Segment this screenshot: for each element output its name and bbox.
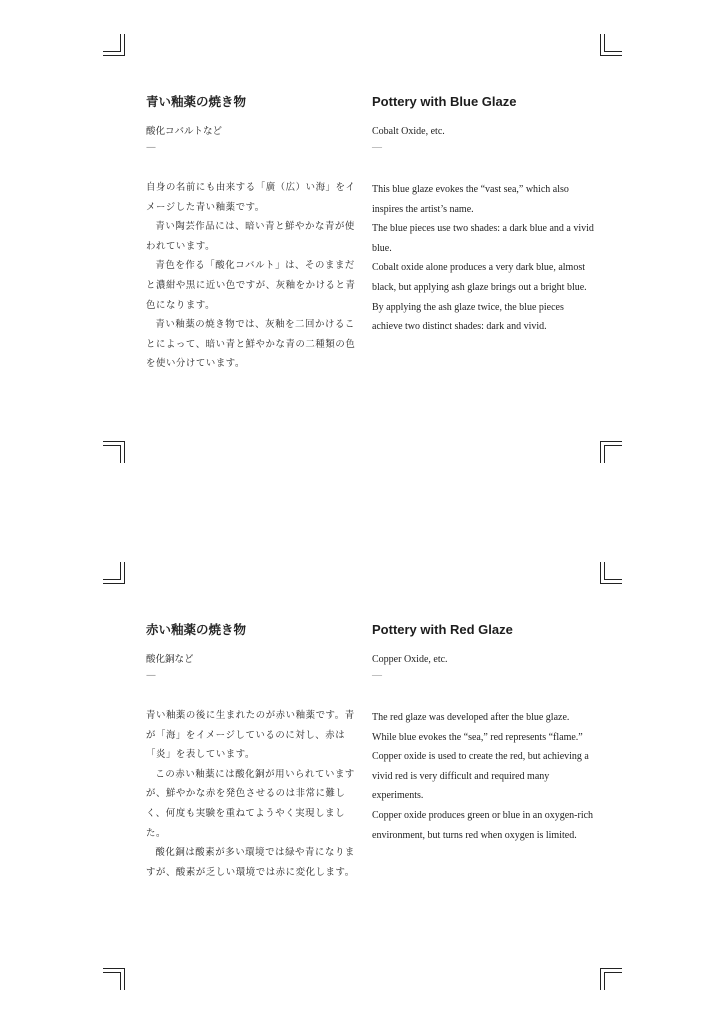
blue-glaze-section <box>0 92 724 392</box>
section-subtitle-ja: 酸化コバルトなど <box>146 126 223 137</box>
crop-mark-bottom-right <box>600 968 622 990</box>
paragraph: Copper oxide produces green or blue in an oxygen-rich environment, but turns red when oxygen is limited. <box>372 809 594 841</box>
crop-mark-top-right <box>600 34 622 56</box>
crop-mark-mid-upper-right <box>600 441 622 463</box>
paragraph: The red glaze was developed after the blue glaze. <box>372 712 570 723</box>
english-column <box>372 620 594 845</box>
paragraph: 酸化銅は酸素が多い環境では緑や青になりますが、酸素が乏しい環境では赤に変化します。 <box>146 847 355 878</box>
red-glaze-section <box>0 620 724 920</box>
paragraph: While blue evokes the “sea,” red represents “flame.” <box>372 731 583 743</box>
japanese-column <box>146 92 360 374</box>
paragraph: 自身の名前にも由来する「廣（広）い海」をイメージした青い釉薬です。 <box>146 182 356 213</box>
paragraph: Copper oxide is used to create the red, but achieving a vivid red is very difficult and required many experiments. <box>372 751 589 802</box>
section-title-en: Pottery with Blue Glaze <box>372 94 517 109</box>
body-text-ja <box>146 706 360 882</box>
paragraph: この赤い釉薬には酸化銅が用いられていますが、鮮やかな赤を発色させるのは非常に難しく、何度も実験を重ねてようやく実現しました。 <box>146 768 355 839</box>
section-title-en: Pottery with Red Glaze <box>372 622 513 637</box>
divider-dash: — <box>146 670 156 681</box>
body-text-en <box>372 180 594 337</box>
crop-mark-mid-lower-right <box>600 562 622 584</box>
paragraph: 青色を作る「酸化コバルト」は、そのままだと濃紺や黒に近い色ですが、灰釉をかけると青色になります。 <box>146 260 356 311</box>
divider-dash: — <box>372 142 382 153</box>
body-text-ja <box>146 178 360 374</box>
crop-mark-mid-lower-left <box>103 562 125 584</box>
divider-dash: — <box>372 670 382 681</box>
section-subtitle-en: Cobalt Oxide, etc. <box>372 126 445 137</box>
japanese-column <box>146 620 360 882</box>
paragraph: By applying the ash glaze twice, the blue pieces achieve two distinct shades: dark and vivid. <box>372 301 564 333</box>
body-text-en <box>372 708 594 845</box>
paragraph: Cobalt oxide alone produces a very dark blue, almost black, but applying ash glaze brings out a bright blue. <box>372 262 587 293</box>
section-subtitle-en: Copper Oxide, etc. <box>372 654 448 665</box>
paragraph: This blue glaze evokes the “vast sea,” which also inspires the artist’s name. <box>372 184 569 215</box>
paragraph: The blue pieces use two shades: a dark blue and a vivid blue. <box>372 223 594 254</box>
crop-mark-top-left <box>103 34 125 56</box>
crop-mark-mid-upper-left <box>103 441 125 463</box>
divider-dash: — <box>146 142 156 153</box>
paragraph: 青い釉薬の焼き物では、灰釉を二回かけることによって、暗い青と鮮やかな青の二種類の色を使い分けています。 <box>146 319 356 370</box>
paragraph: 青い釉薬の後に生まれたのが赤い釉薬です。青が「海」をイメージしているのに対し、赤は「炎」を表しています。 <box>146 710 355 761</box>
crop-mark-bottom-left <box>103 968 125 990</box>
section-subtitle-ja: 酸化銅など <box>146 654 194 665</box>
section-title-ja: 青い釉薬の焼き物 <box>146 94 247 109</box>
section-title-ja: 赤い釉薬の焼き物 <box>146 622 247 637</box>
paragraph: 青い陶芸作品には、暗い青と鮮やかな青が使われています。 <box>146 221 355 252</box>
english-column <box>372 92 594 337</box>
